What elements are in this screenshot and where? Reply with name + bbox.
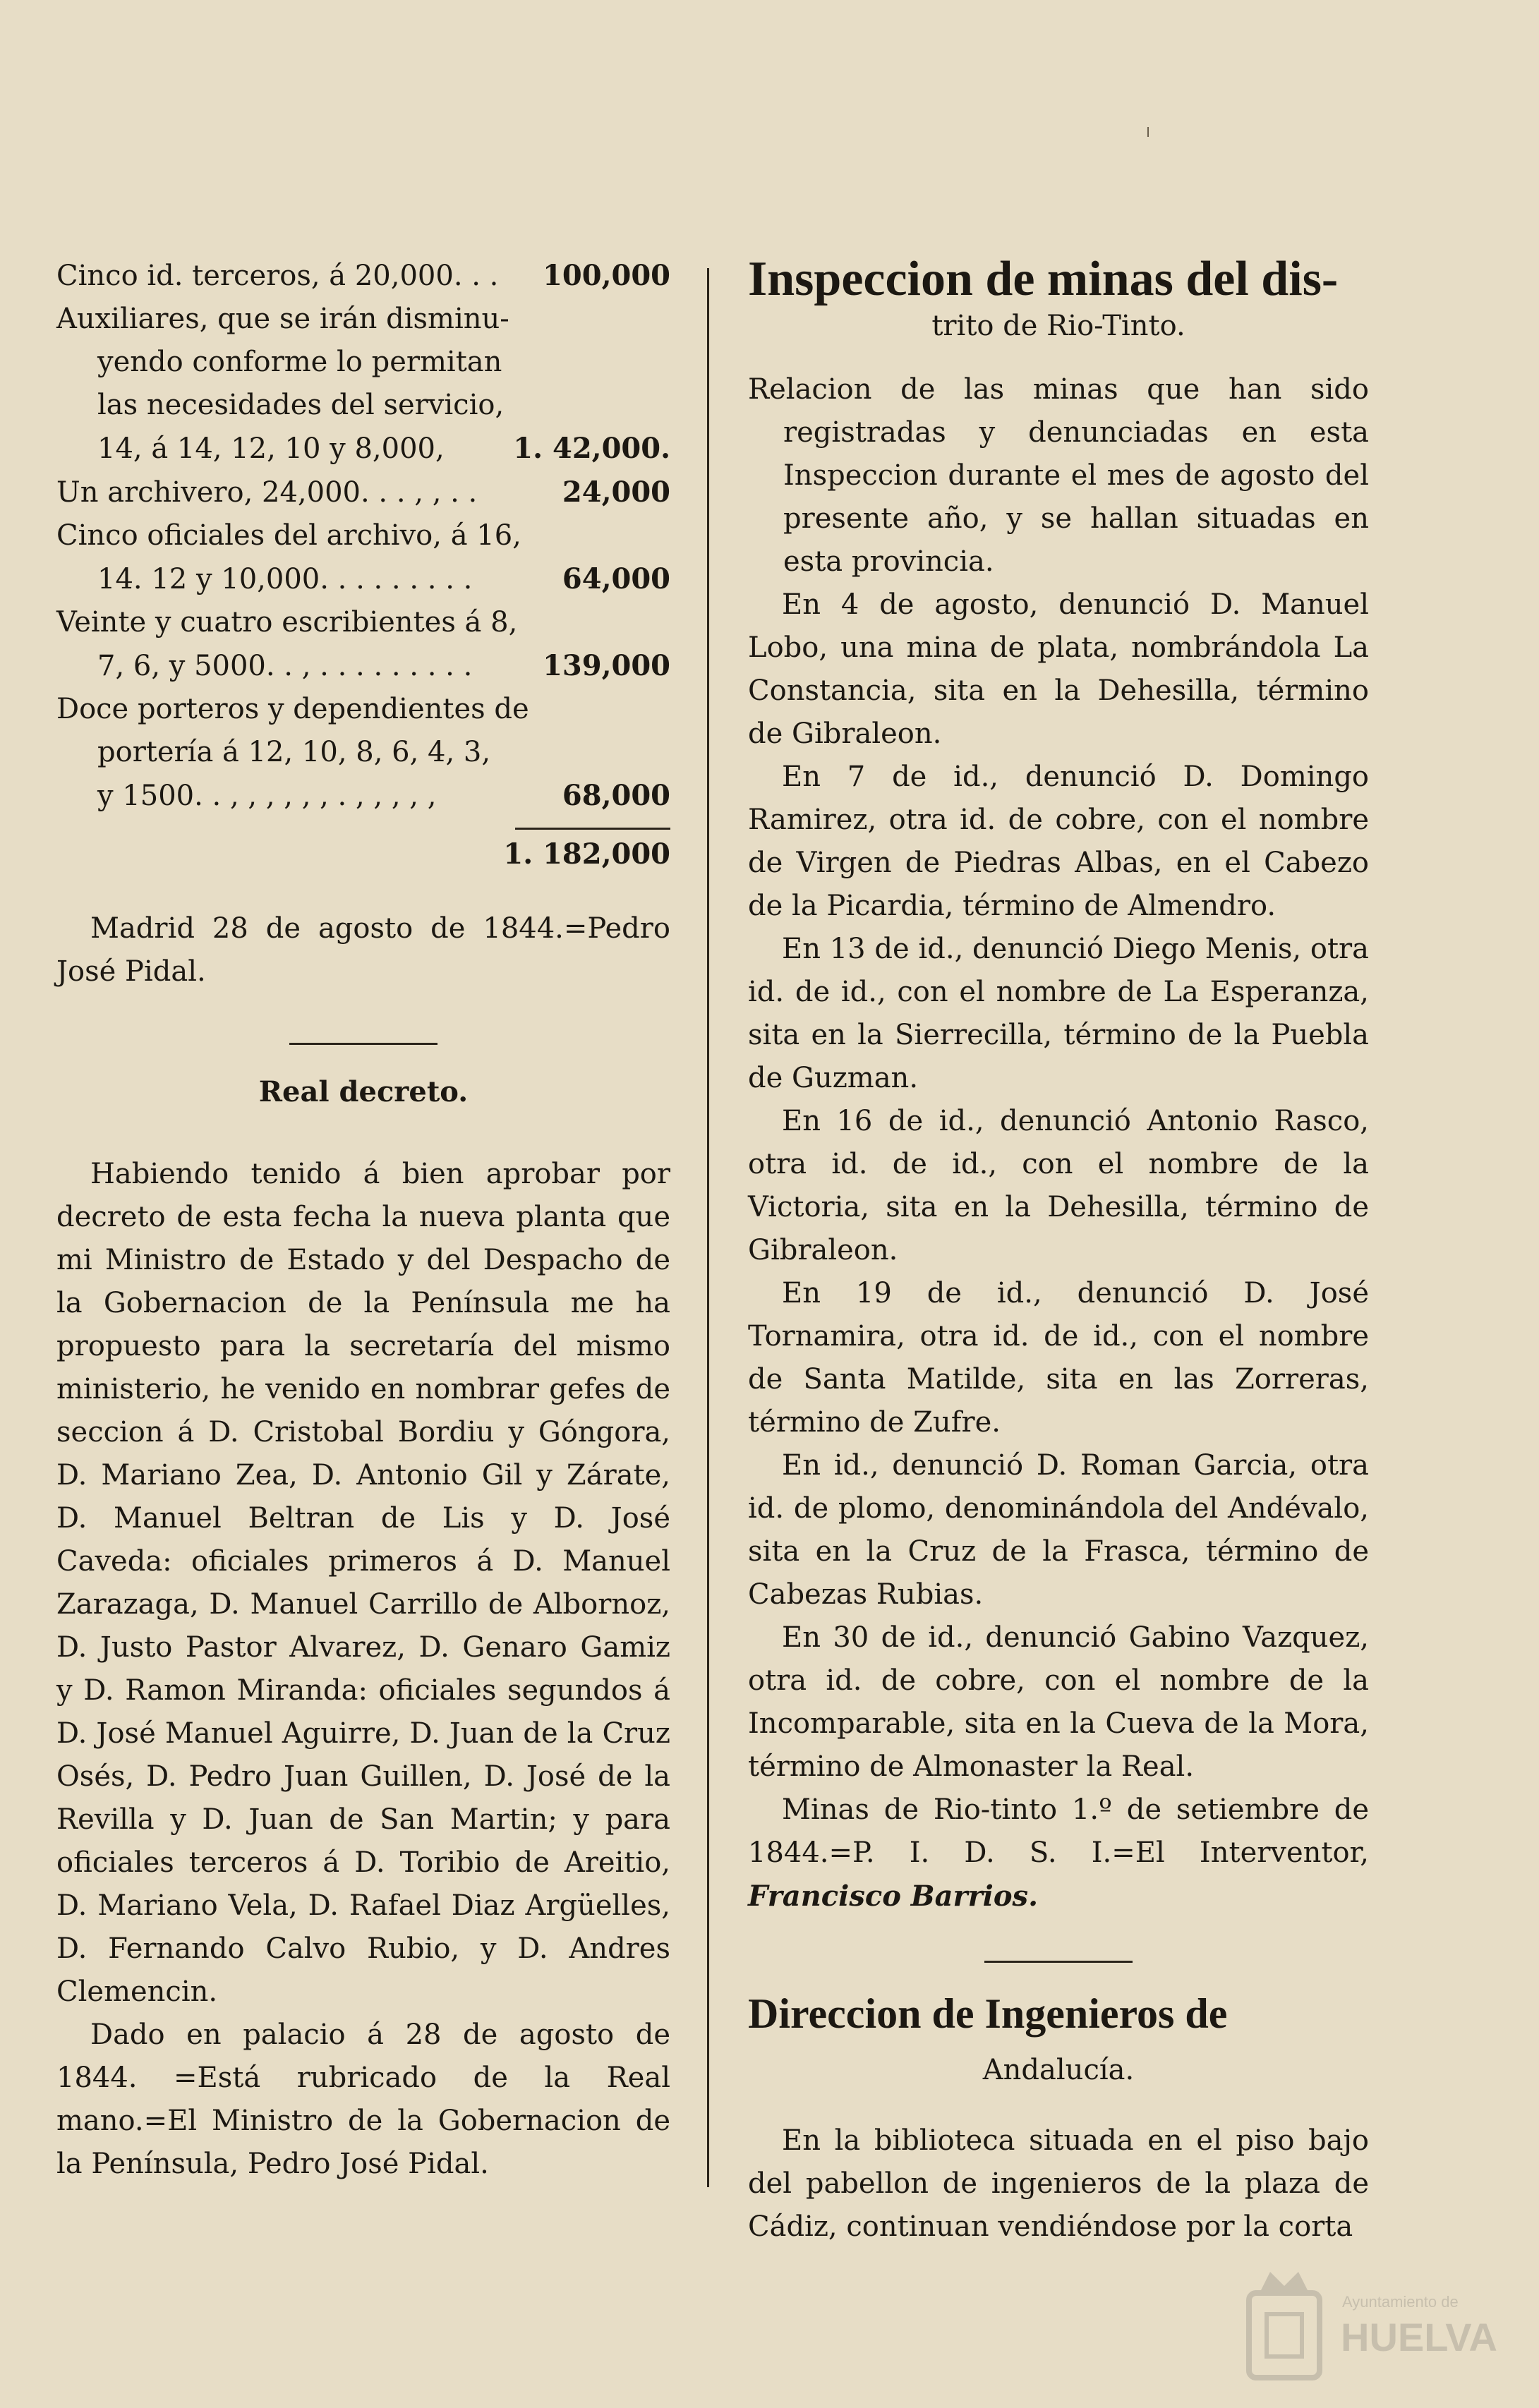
engineers-heading: Direccion de Ingenieros de: [748, 1990, 1228, 2037]
salary-row-text: 14. 12 y 10,000. . . . . . . . .: [97, 563, 473, 595]
salary-row: [56, 731, 670, 774]
salary-row: [56, 298, 670, 341]
salary-row-amount: 24,000: [562, 476, 670, 509]
salary-row-amount: 1. 42,000.: [513, 432, 670, 465]
salary-row-text: las necesidades del servicio,: [97, 389, 505, 421]
left-column: [56, 254, 670, 2186]
salary-row-text: yendo conforme lo permitan: [97, 346, 502, 378]
mine-entry: En 7 de id., denunció D. Domingo Ramirez, otra id. de cobre, con el nombre de Virgen de Piedras Albas, en el Cabezo de la Picardia, término de Almendro.: [748, 761, 1369, 922]
salary-row-text: 14, á 14, 12, 10 y 8,000,: [97, 432, 445, 465]
watermark-small-text: Ayuntamiento de: [1342, 2293, 1459, 2311]
section-divider-right: [984, 1961, 1133, 1963]
salary-row: [56, 254, 670, 298]
salary-row: [56, 557, 670, 601]
mines-intro: Relacion de las minas que han sido registradas y denunciadas en esta Inspeccion durante el mes de agosto del presente año, y se hallan situadas en esta provincia.: [748, 373, 1369, 578]
decree-closing: Dado en palacio á 28 de agosto de 1844. =Está rubricado de la Real mano.=El Ministro de la Gobernacion de la Península, Pedro José Pidal.: [56, 2019, 670, 2180]
salary-row-text: Un archivero, 24,000. . . , , . .: [56, 476, 478, 509]
engineers-heading-continuation: Andalucía.: [982, 2054, 1135, 2086]
top-speck: [1147, 127, 1149, 137]
right-column: [748, 254, 1369, 2249]
salary-row: [56, 644, 670, 688]
salary-row-text: Cinco id. terceros, á 20,000. . .: [56, 260, 499, 292]
salary-row: [56, 341, 670, 384]
salary-row-amount: 100,000: [543, 259, 670, 292]
archive-watermark: [1242, 2265, 1510, 2392]
salary-row: [56, 427, 670, 471]
city-seal-icon: [1242, 2265, 1327, 2385]
salary-row: [56, 471, 670, 514]
salary-row: [56, 688, 670, 731]
salary-row-amount: 68,000: [562, 779, 670, 812]
salary-row: [56, 514, 670, 557]
mine-entry: En 4 de agosto, denunció D. Manuel Lobo, una mina de plata, nombrándola La Constancia, sita en la Dehesilla, término de Gibraleon.: [748, 588, 1369, 750]
mine-entries: [748, 583, 1369, 1789]
decree-title: Real decreto.: [258, 1075, 469, 1108]
salary-row-text: Doce porteros y dependientes de: [56, 693, 529, 725]
mine-entry: En 13 de id., denunció Diego Menis, otra id. de id., con el nombre de La Esperanza, sita en la Sierrecilla, término de la Puebla de Guzman.: [748, 933, 1369, 1094]
interventor-signature: Francisco Barrios.: [748, 1880, 1038, 1913]
mines-heading: Inspeccion de minas del dis-: [748, 252, 1339, 306]
madrid-signature-line: Madrid 28 de agosto de 1844.=Pedro José Pidal.: [56, 912, 670, 988]
mines-closing-text: Minas de Rio-tinto 1.º de setiembre de 1844.=P. I. D. S. I.=El Interventor,: [748, 1793, 1369, 1869]
watermark-city-name: HUELVA: [1341, 2315, 1497, 2359]
mine-entry: En 19 de id., denunció D. José Tornamira, otra id. de id., con el nombre de Santa Matilde, sita en las Zorreras, término de Zufre.: [748, 1277, 1369, 1439]
salary-row-text: Veinte y cuatro escribientes á 8,: [56, 606, 518, 639]
salary-row-text: 7, 6, y 5000. . , . . . . . . . . .: [97, 650, 473, 682]
salary-list: [56, 254, 670, 818]
salary-row-text: portería á 12, 10, 8, 6, 4, 3,: [97, 736, 491, 768]
salary-row-amount: 139,000: [543, 649, 670, 682]
mine-entry: En 30 de id., denunció Gabino Vazquez, otra id. de cobre, con el nombre de la Incomparable, sita en la Cueva de la Mora, término de Almonaster la Real.: [748, 1621, 1369, 1783]
salary-row-text: y 1500. . , , , , , , . , , , , ,: [97, 780, 437, 812]
salary-total: 1. 182,000: [503, 837, 670, 871]
salary-row-text: Cinco oficiales del archivo, á 16,: [56, 519, 521, 552]
mines-heading-continuation: trito de Rio-Tinto.: [931, 310, 1185, 342]
mines-closing: [748, 1789, 1369, 1918]
section-divider: [289, 1043, 437, 1045]
salary-row: [56, 601, 670, 644]
engineers-paragraph: En la biblioteca situada en el piso bajo del pabellon de ingenieros de la plaza de Cádiz, continuan vendiéndose por la corta: [748, 2124, 1369, 2243]
mine-entry: En 16 de id., denunció Antonio Rasco, otra id. de id., con el nombre de la Victoria, sita en la Dehesilla, término de Gibraleon.: [748, 1105, 1369, 1266]
decree-body: Habiendo tenido á bien aprobar por decreto de esta fecha la nueva planta que mi Ministro de Estado y del Despacho de la Gobernacion de la Península me ha propuesto para la secretaría del mismo ministerio, he venido en nombrar gefes de seccion á D. Cristobal Bordiu y Góngora, D. Mariano Zea, D. Antonio Gil y Zárate, D. Manuel Beltran de Lis y D. José Caveda: oficiales primeros á D. Manuel Zarazaga, D. Manuel Carrillo de Albornoz, D. Justo Pastor Alvarez, D. Genaro Gamiz y D. Ramon Miranda: oficiales segundos á D. José Manuel Aguirre, D. Juan de la Cruz Osés, D. Pedro Juan Guillen, D. José de la Revilla y D. Juan de San Martin; y para oficiales terceros á D. Toribio de Areitio, D. Mariano Vela, D. Rafael Diaz Argüelles, D. Fernando Calvo Rubio, y D. Andres Clemencin.: [56, 1158, 670, 2008]
column-separator: [707, 268, 709, 2187]
salary-row: [56, 384, 670, 427]
salary-row-text: Auxiliares, que se irán disminu-: [56, 303, 509, 335]
salary-row: [56, 774, 670, 818]
salary-row-amount: 64,000: [562, 562, 670, 595]
mine-entry: En id., denunció D. Roman Garcia, otra id. de plomo, denominándola del Andévalo, sita en la Cruz de la Frasca, término de Cabezas Rubias.: [748, 1449, 1369, 1611]
